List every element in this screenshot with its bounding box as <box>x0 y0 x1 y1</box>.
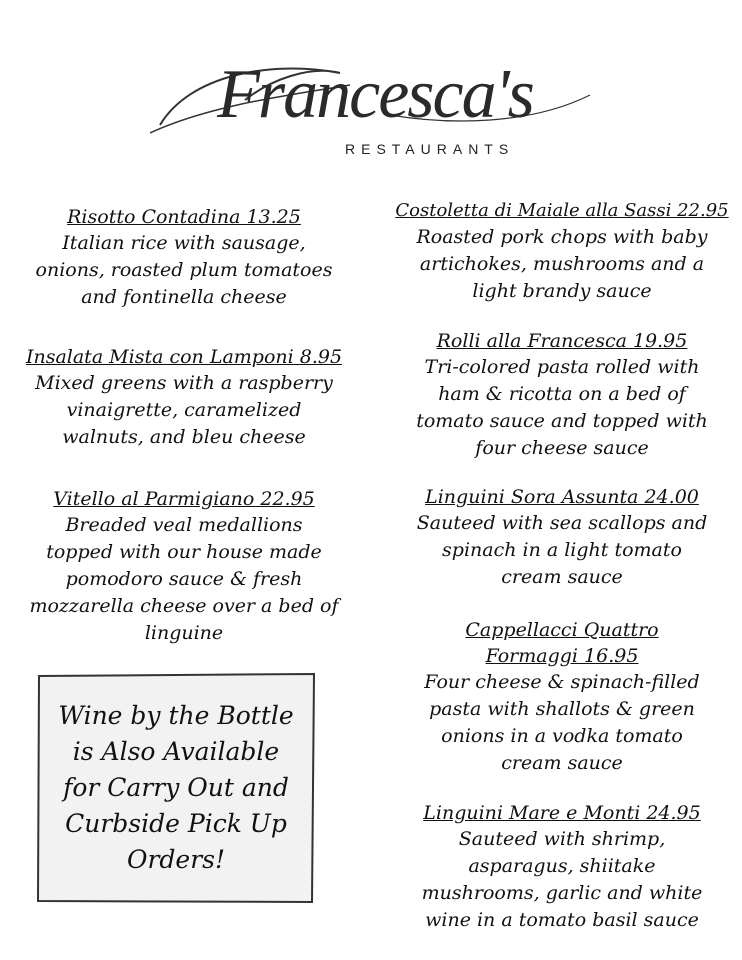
menu-item-description: Italian rice with sausage, onions, roasted plum tomatoes and fontinella cheese <box>35 232 333 308</box>
menu-item <box>388 328 736 462</box>
wine-notice-text: Wine by the Bottle is Also Available for Carry Out and Curbside Pick Up Orders! <box>58 701 294 874</box>
menu-item <box>10 204 358 311</box>
menu-item-description: Sauteed with shrimp, asparagus, shiitake mushrooms, garlic and white wine in a tomato basil sauce <box>421 828 703 931</box>
menu-item-title: Rolli alla Francesca 19.95 <box>436 330 688 352</box>
menu-item-description: Mixed greens with a raspberry vinaigrette, caramelized walnuts, and bleu cheese <box>35 372 333 448</box>
menu-item-title: Insalata Mista con Lamponi 8.95 <box>25 346 343 368</box>
menu-item-title: Cappellacci Quattro Formaggi 16.95 <box>465 619 659 667</box>
menu-item-description: Breaded veal medallions topped with our house made pomodoro sauce & fresh mozzarella cheese over a bed of linguine <box>29 514 339 644</box>
menu-item-description: Four cheese & spinach-filled pasta with shallots & green onions in a vodka tomato cream sauce <box>424 671 700 774</box>
menu-item <box>10 344 358 451</box>
menu-item <box>10 486 358 647</box>
menu-item <box>388 617 736 777</box>
menu-item-title: Risotto Contadina 13.25 <box>67 206 301 228</box>
logo-script-name: Francesca's <box>217 56 533 133</box>
logo-subtitle: RESTAURANTS <box>345 141 515 157</box>
wine-notice-box <box>36 672 316 904</box>
menu-item <box>388 484 736 591</box>
menu-item-title: Costoletta di Maiale alla Sassi 22.95 <box>395 200 729 221</box>
menu-item-title: Linguini Sora Assunta 24.00 <box>425 486 699 508</box>
menu-item-description: Tri-colored pasta rolled with ham & ricotta on a bed of tomato sauce and topped with four cheese sauce <box>416 356 708 459</box>
menu-item <box>388 800 736 934</box>
menu-item-description: Roasted pork chops with baby artichokes, mushrooms and a light brandy sauce <box>416 226 708 302</box>
menu-item <box>388 198 736 305</box>
restaurant-logo <box>150 55 600 165</box>
menu-item-description: Sauteed with sea scallops and spinach in a light tomato cream sauce <box>416 512 708 588</box>
menu-item-title: Vitello al Parmigiano 22.95 <box>53 488 315 510</box>
menu-item-title: Linguini Mare e Monti 24.95 <box>423 802 701 824</box>
